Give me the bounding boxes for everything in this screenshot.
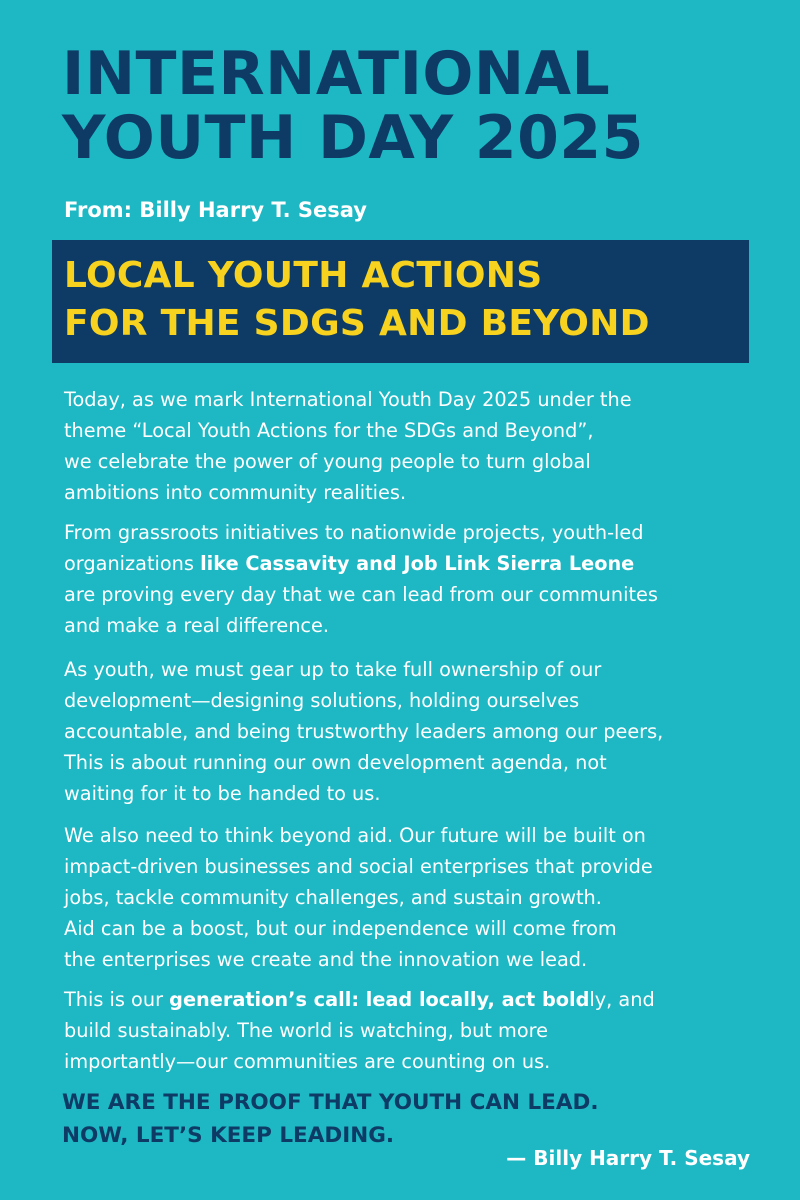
closing-line-2: NOW, LET’S KEEP LEADING. [62,1123,395,1148]
paragraph-line: we celebrate the power of young people to turn global [64,450,591,473]
paragraph-4 [64,820,653,975]
paragraph-5 [64,984,655,1077]
paragraph-line: the enterprises we create and the innovation we lead. [64,948,588,971]
paragraph-2 [64,517,658,641]
paragraph-line: theme “Local Youth Actions for the SDGs and Beyond”, [64,419,594,442]
paragraph-line: Today, as we mark International Youth Day 2025 under the [64,388,632,411]
paragraph-line: development—designing solutions, holding ourselves [64,689,580,712]
from-author-line: From: Billy Harry T. Sesay [64,198,367,222]
poster-title [62,39,644,173]
paragraph-line: accountable, and being trustworthy leaders among our peers, [64,720,664,743]
theme-banner-line-2: FOR THE SDGS AND BEYOND [64,303,650,344]
paragraph-line: We also need to think beyond aid. Our future will be built on [64,824,646,847]
paragraph-3 [64,654,663,809]
title-line-1: INTERNATIONAL [62,39,611,109]
paragraph-line [64,548,658,579]
paragraph-line: are proving every day that we can lead from our communites [64,583,658,606]
paragraph-line: waiting for it to be handed to us. [64,782,381,805]
paragraph-line: build sustainably. The world is watching, but more [64,1019,549,1042]
paragraph-1 [64,384,632,508]
paragraph-text: ly, and [589,988,655,1011]
organizations-highlight: like Cassavity and Job Link Sierra Leone [200,552,635,575]
paragraph-line: Aid can be a boost, but our independence will come from [64,917,617,940]
paragraph-line: importantly—our communities are counting on us. [64,1050,551,1073]
closing-statement [62,1086,599,1152]
paragraph-line [64,984,655,1015]
paragraph-line: impact-driven businesses and social enterprises that provide [64,855,653,878]
paragraph-line: This is about running our own development agenda, not [64,751,607,774]
theme-banner [52,240,749,363]
call-highlight: generation’s call: lead locally, act bold [169,988,590,1011]
theme-banner-line-1: LOCAL YOUTH ACTIONS [64,255,543,296]
closing-line-1: WE ARE THE PROOF THAT YOUTH CAN LEAD. [62,1090,599,1115]
signature: — Billy Harry T. Sesay [506,1146,750,1170]
title-line-2: YOUTH DAY 2025 [62,103,644,173]
paragraph-text: organizations [64,552,201,575]
paragraph-line: As youth, we must gear up to take full ownership of our [64,658,602,681]
paragraph-line: jobs, tackle community challenges, and sustain growth. [64,886,602,909]
paragraph-line: From grassroots initiatives to nationwide projects, youth-led [64,521,644,544]
paragraph-text: This is our [64,988,170,1011]
paragraph-line: and make a real difference. [64,614,330,637]
paragraph-line: ambitions into community realities. [64,481,407,504]
